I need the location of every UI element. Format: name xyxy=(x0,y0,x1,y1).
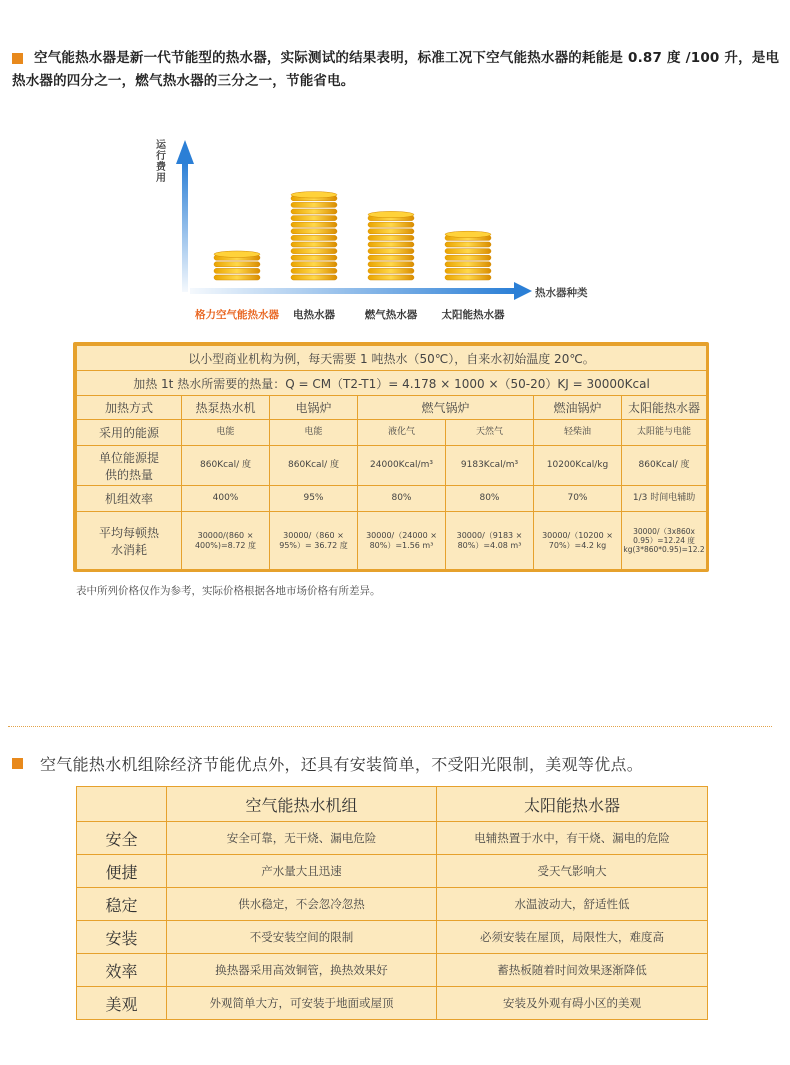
table-cell: 80% xyxy=(358,486,446,512)
row-label: 安装 xyxy=(77,921,167,954)
table-cell: 受天气影响大 xyxy=(437,855,708,888)
table-header: 热泵热水机 xyxy=(182,396,270,420)
row-label: 效率 xyxy=(77,954,167,987)
table-cell: 30000/（10200 × 70%）=4.2 kg xyxy=(534,512,622,570)
row-label: 机组效率 xyxy=(77,486,182,512)
table-header: 空气能热水机组 xyxy=(167,787,437,822)
table-cell: 80% xyxy=(446,486,534,512)
row-label: 稳定 xyxy=(77,888,167,921)
table-cell: 不受安装空间的限制 xyxy=(167,921,437,954)
category-label: 燃气热水器 xyxy=(364,309,418,321)
table-cell: 安装及外观有碍小区的美观 xyxy=(437,987,708,1020)
category-label: 太阳能热水器 xyxy=(441,309,505,321)
x-axis xyxy=(190,288,516,294)
row-label: 平均每顿热水消耗 xyxy=(77,512,182,570)
table-header xyxy=(77,787,167,822)
table-cell: 10200Kcal/kg xyxy=(534,446,622,486)
table-cell: 天然气 xyxy=(446,420,534,446)
bar-3 xyxy=(368,211,414,280)
table-cell: 70% xyxy=(534,486,622,512)
table-cell: 30000/（24000 × 80%）=1.56 m³ xyxy=(358,512,446,570)
cost-chart-svg xyxy=(0,0,790,340)
table-header: 电锅炉 xyxy=(270,396,358,420)
row-label: 单位能源提供的热量 xyxy=(77,446,182,486)
section-heading: 空气能热水机组除经济节能优点外，还具有安装简单，不受阳光限制，美观等优点。 xyxy=(40,755,644,774)
category-label: 电热水器 xyxy=(293,309,335,321)
row-label: 安全 xyxy=(77,822,167,855)
table-cell: 电能 xyxy=(182,420,270,446)
table-header: 燃油锅炉 xyxy=(534,396,622,420)
table-formula-row: 加热 1t 热水所需要的热量：Q = CM（T2-T1）= 4.178 × 1000 ×（50-20）KJ = 30000Kcal xyxy=(77,371,707,396)
table-cell: 电辅热置于水中，有干烧、漏电的危险 xyxy=(437,822,708,855)
cost-chart xyxy=(0,0,790,340)
table-cell: 太阳能与电能 xyxy=(622,420,707,446)
table-cell: 轻柴油 xyxy=(534,420,622,446)
section-bullet xyxy=(12,758,23,769)
row-label: 便捷 xyxy=(77,855,167,888)
bar-4 xyxy=(445,231,491,280)
table-cell: 30000/（3x860x 0.95）=12.24 度 kg(3*860*0.95)=12.2 xyxy=(622,512,707,570)
table-cell: 860Kcal/ 度 xyxy=(182,446,270,486)
table-cell: 电能 xyxy=(270,420,358,446)
table-cell: 24000Kcal/m³ xyxy=(358,446,446,486)
table-cell: 9183Kcal/m³ xyxy=(446,446,534,486)
table-cell: 860Kcal/ 度 xyxy=(622,446,707,486)
x-axis-arrow xyxy=(514,282,532,300)
table-cell: 1/3 时间电辅助 xyxy=(622,486,707,512)
row-label: 采用的能源 xyxy=(77,420,182,446)
advantages-table xyxy=(76,786,708,1020)
x-axis-label: 热水器种类 xyxy=(535,287,588,299)
table-cell: 产水量大且迅速 xyxy=(167,855,437,888)
table-note: 表中所列价格仅作为参考，实际价格根据各地市场价格有所差异。 xyxy=(76,585,381,597)
bar-2 xyxy=(291,192,337,280)
table-cell: 30000/（860 × 95%）= 36.72 度 xyxy=(270,512,358,570)
table-cell: 30000/(860 × 400%)=8.72 度 xyxy=(182,512,270,570)
row-label: 美观 xyxy=(77,987,167,1020)
table-cell: 95% xyxy=(270,486,358,512)
table-header: 燃气锅炉 xyxy=(358,396,534,420)
intro-paragraph: 空气能热水器是新一代节能型的热水器，实际测试的结果表明，标准工况下空气能热水器的耗能是 0.87 度 /100 升，是电热水器的四分之一，燃气热水器的三分之一，节能省电。 xyxy=(12,50,780,89)
y-axis-label: 运行费用 xyxy=(156,140,166,184)
heating-comparison-table xyxy=(76,345,707,570)
table-header: 太阳能热水器 xyxy=(622,396,707,420)
table-cell: 供水稳定，不会忽冷忽热 xyxy=(167,888,437,921)
table-cell: 蓄热板随着时间效果逐渐降低 xyxy=(437,954,708,987)
category-label: 格力空气能热水器 xyxy=(195,309,279,321)
table-cell: 液化气 xyxy=(358,420,446,446)
y-axis xyxy=(182,162,188,292)
table-title-row: 以小型商业机构为例，每天需要 1 吨热水（50℃），自来水初始温度 20℃。 xyxy=(77,346,707,371)
table-header: 加热方式 xyxy=(77,396,182,420)
table-cell: 860Kcal/ 度 xyxy=(270,446,358,486)
table-cell: 水温波动大，舒适性低 xyxy=(437,888,708,921)
table-cell: 安全可靠，无干烧、漏电危险 xyxy=(167,822,437,855)
table-cell: 换热器采用高效铜管，换热效果好 xyxy=(167,954,437,987)
table-cell: 外观简单大方，可安装于地面或屋顶 xyxy=(167,987,437,1020)
table-header: 太阳能热水器 xyxy=(437,787,708,822)
dotted-divider xyxy=(8,726,772,727)
y-axis-arrow xyxy=(176,140,194,164)
table-cell: 30000/（9183 × 80%）=4.08 m³ xyxy=(446,512,534,570)
bar-1 xyxy=(214,251,260,280)
table-cell: 必须安装在屋顶，局限性大，难度高 xyxy=(437,921,708,954)
table-cell: 400% xyxy=(182,486,270,512)
